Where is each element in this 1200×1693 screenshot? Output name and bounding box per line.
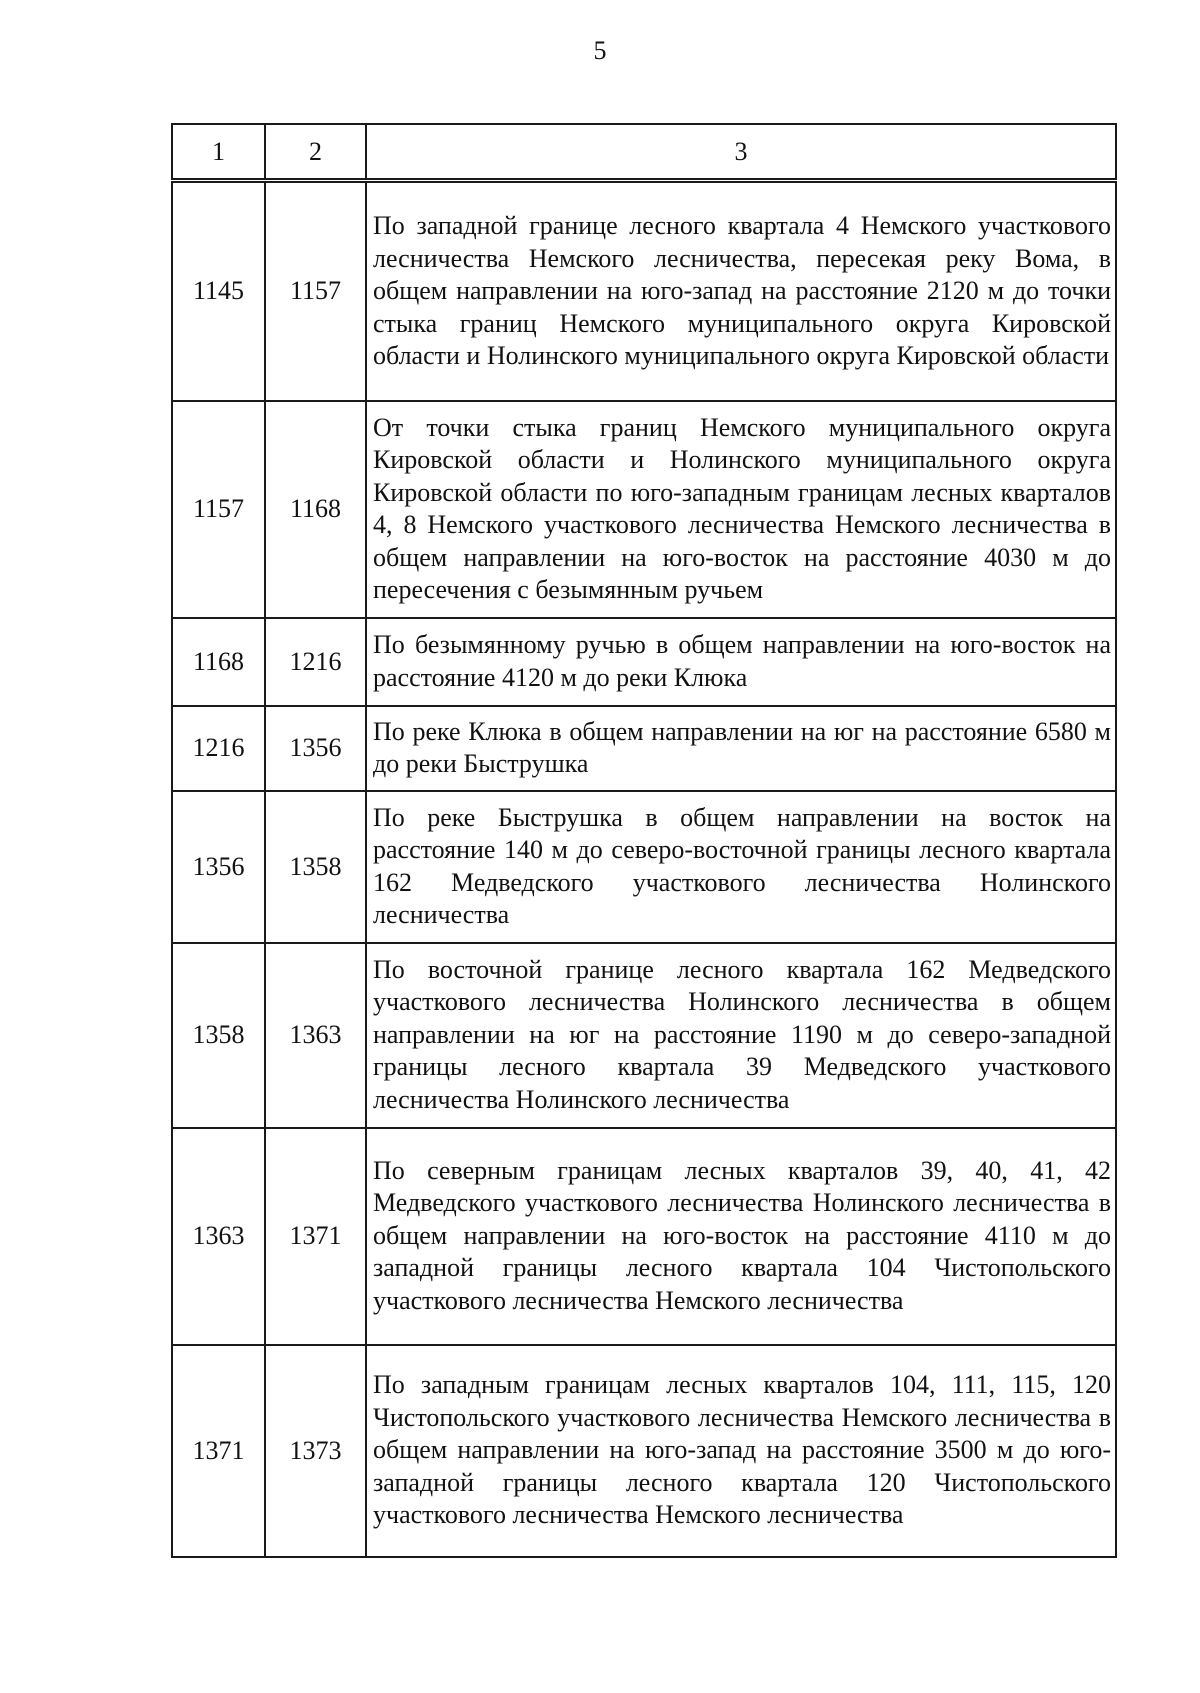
point-from: 1363 bbox=[172, 1128, 265, 1345]
table-row bbox=[172, 791, 1116, 943]
boundary-description: По безымянному ручью в общем направлении на юго-восток на расстояние 4120 м до реки Клюка bbox=[366, 618, 1116, 706]
point-from: 1168 bbox=[172, 618, 265, 706]
point-from: 1371 bbox=[172, 1345, 265, 1557]
point-to: 1356 bbox=[265, 706, 366, 791]
point-to: 1216 bbox=[265, 618, 366, 706]
table-row bbox=[172, 618, 1116, 706]
boundary-description: По западным границам лесных кварталов 104, 111, 115, 120 Чистопольского участкового лесничества Немского лесничества в общем направлении на юго-запад на расстояние 3500 м до юго-западной границы лесного квартала 120 Чистопольского участкового лесничества Немского лесничества bbox=[366, 1345, 1116, 1557]
table-row bbox=[172, 401, 1116, 618]
column-header-2: 2 bbox=[265, 124, 366, 181]
table-header-row bbox=[172, 124, 1116, 181]
point-from: 1157 bbox=[172, 401, 265, 618]
page-number: 5 bbox=[593, 36, 607, 65]
column-header-3: 3 bbox=[366, 124, 1116, 181]
point-from: 1216 bbox=[172, 706, 265, 791]
point-from: 1356 bbox=[172, 791, 265, 943]
point-to: 1371 bbox=[265, 1128, 366, 1345]
table-row bbox=[172, 181, 1116, 401]
boundary-description: По северным границам лесных кварталов 39, 40, 41, 42 Медведского участкового лесничества Нолинского лесничества в общем направлении на юго-восток на расстояние 4110 м до западной границы лесного квартала 104 Чистопольского участкового лесничества Немского лесничества bbox=[366, 1128, 1116, 1345]
point-from: 1145 bbox=[172, 181, 265, 401]
point-to: 1157 bbox=[265, 181, 366, 401]
boundary-description: По реке Быструшка в общем направлении на восток на расстояние 140 м до северо-восточной границы лесного квартала 162 Медведского участкового лесничества Нолинского лесничества bbox=[366, 791, 1116, 943]
point-to: 1168 bbox=[265, 401, 366, 618]
boundary-description: По западной границе лесного квартала 4 Немского участкового лесничества Немского лесничества, пересекая реку Вома, в общем направлении на юго-запад на расстояние 2120 м до точки стыка границ Немского муниципального округа Кировской области и Нолинского муниципального округа Кировской области bbox=[366, 181, 1116, 401]
column-header-1: 1 bbox=[172, 124, 265, 181]
table-row bbox=[172, 1128, 1116, 1345]
point-from: 1358 bbox=[172, 943, 265, 1128]
table-row bbox=[172, 1345, 1116, 1557]
table-row bbox=[172, 943, 1116, 1128]
boundary-description: От точки стыка границ Немского муниципального округа Кировской области и Нолинского муниципального округа Кировской области по юго-западным границам лесных кварталов 4, 8 Немского участкового лесничества Немского лесничества в общем направлении на юго-восток на расстояние 4030 м до пересечения с безымянным ручьем bbox=[366, 401, 1116, 618]
boundary-table bbox=[171, 123, 1117, 1558]
table-row bbox=[172, 706, 1116, 791]
point-to: 1358 bbox=[265, 791, 366, 943]
boundary-description: По реке Клюка в общем направлении на юг на расстояние 6580 м до реки Быструшка bbox=[366, 706, 1116, 791]
boundary-description: По восточной границе лесного квартала 162 Медведского участкового лесничества Нолинского лесничества в общем направлении на юг на расстояние 1190 м до северо-западной границы лесного квартала 39 Медведского участкового лесничества Нолинского лесничества bbox=[366, 943, 1116, 1128]
point-to: 1373 bbox=[265, 1345, 366, 1557]
point-to: 1363 bbox=[265, 943, 366, 1128]
